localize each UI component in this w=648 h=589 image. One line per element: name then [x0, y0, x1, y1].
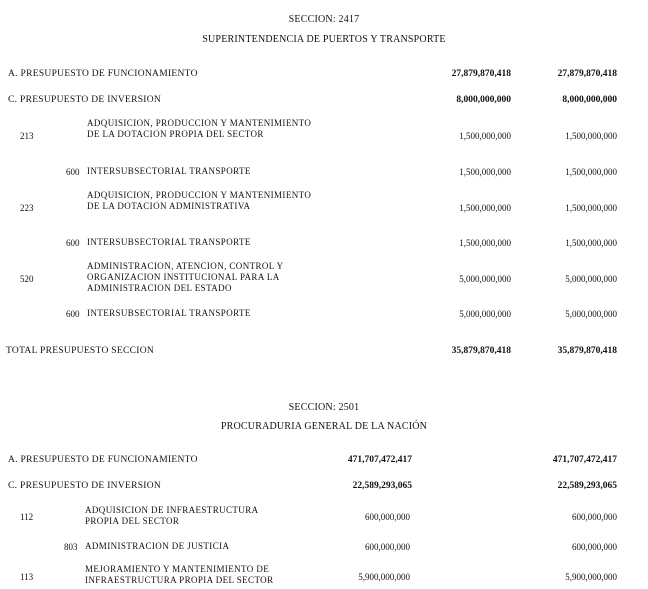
subprogram-desc: INTERSUBSECTORIAL TRANSPORTE	[87, 237, 251, 247]
inversion-label: C. PRESUPUESTO DE INVERSION	[8, 95, 162, 105]
funcionamiento-label: A. PRESUPUESTO DE FUNCIONAMIENTO	[8, 455, 198, 465]
subprogram-desc: INTERSUBSECTORIAL TRANSPORTE	[87, 166, 251, 176]
subprogram-col1: 1,500,000,000	[459, 167, 511, 177]
subprogram-col1: 600,000,000	[365, 542, 410, 552]
subprogram-col1: 5,000,000,000	[459, 309, 511, 319]
program-code: 520	[20, 274, 34, 284]
program-col2: 5,900,000,000	[565, 572, 617, 582]
program-desc: MEJORAMIENTO Y MANTENIMIENTO DE INFRAESTRUCTURA PROPIA DEL SECTOR	[85, 564, 274, 585]
inversion-col2: 22,589,293,065	[557, 481, 617, 491]
subprogram-code: 600	[66, 238, 80, 248]
program-col2: 1,500,000,000	[565, 203, 617, 213]
section-2501-entity: PROCURADURIA GENERAL DE LA NACIÓN	[220, 421, 428, 432]
program-desc: ADQUISICION, PRODUCCION Y MANTENIMIENTO DE LA DOTACION PROPIA DEL SECTOR	[87, 118, 312, 139]
program-code: 213	[20, 131, 34, 141]
subprogram-col2: 5,000,000,000	[565, 309, 617, 319]
program-desc: ADQUISICION DE INFRAESTRUCTURA PROPIA DEL SECTOR	[85, 505, 259, 526]
section-2417-entity: SUPERINTENDENCIA DE PUERTOS Y TRANSPORTE	[202, 34, 446, 45]
funcionamiento-col2: 471,707,472,417	[552, 455, 617, 465]
funcionamiento-col1: 471,707,472,417	[347, 455, 412, 465]
program-code: 223	[20, 203, 34, 213]
subprogram-col1: 1,500,000,000	[459, 238, 511, 248]
subprogram-col2: 1,500,000,000	[565, 238, 617, 248]
funcionamiento-col1: 27,879,870,418	[451, 69, 511, 79]
program-col1: 600,000,000	[365, 512, 410, 522]
inversion-col1: 8,000,000,000	[456, 95, 511, 105]
program-col1: 1,500,000,000	[459, 203, 511, 213]
program-col1: 1,500,000,000	[459, 131, 511, 141]
program-col2: 5,000,000,000	[565, 274, 617, 284]
program-desc: ADMINISTRACION, ATENCION, CONTROL Y ORGANIZACION INSTITUCIONAL PARA LA ADMINISTRACION DEL ESTADO	[87, 261, 284, 293]
total-col2: 35,879,870,418	[557, 346, 617, 356]
program-code: 112	[20, 512, 34, 522]
funcionamiento-col2: 27,879,870,418	[557, 69, 617, 79]
inversion-label: C. PRESUPUESTO DE INVERSION	[8, 481, 162, 491]
subprogram-desc: INTERSUBSECTORIAL TRANSPORTE	[87, 308, 251, 318]
total-col1: 35,879,870,418	[451, 346, 511, 356]
subprogram-code: 600	[66, 167, 80, 177]
inversion-col1: 22,589,293,065	[352, 481, 412, 491]
section-2417-header: SECCION: 2417	[288, 14, 360, 25]
subprogram-code: 803	[64, 542, 78, 552]
section-2501-header: SECCION: 2501	[288, 402, 360, 413]
total-label: TOTAL PRESUPUESTO SECCION	[6, 346, 155, 356]
inversion-col2: 8,000,000,000	[562, 95, 617, 105]
subprogram-code: 600	[66, 309, 80, 319]
program-code: 113	[20, 572, 34, 582]
program-col1: 5,900,000,000	[358, 572, 410, 582]
program-col2: 600,000,000	[572, 512, 617, 522]
funcionamiento-label: A. PRESUPUESTO DE FUNCIONAMIENTO	[8, 69, 198, 79]
program-col1: 5,000,000,000	[459, 274, 511, 284]
subprogram-desc: ADMINISTRACION DE JUSTICIA	[85, 541, 230, 551]
program-desc: ADQUISICION, PRODUCCION Y MANTENIMIENTO DE LA DOTACION ADMINISTRATIVA	[87, 190, 312, 211]
program-col2: 1,500,000,000	[565, 131, 617, 141]
subprogram-col2: 600,000,000	[572, 542, 617, 552]
subprogram-col2: 1,500,000,000	[565, 167, 617, 177]
